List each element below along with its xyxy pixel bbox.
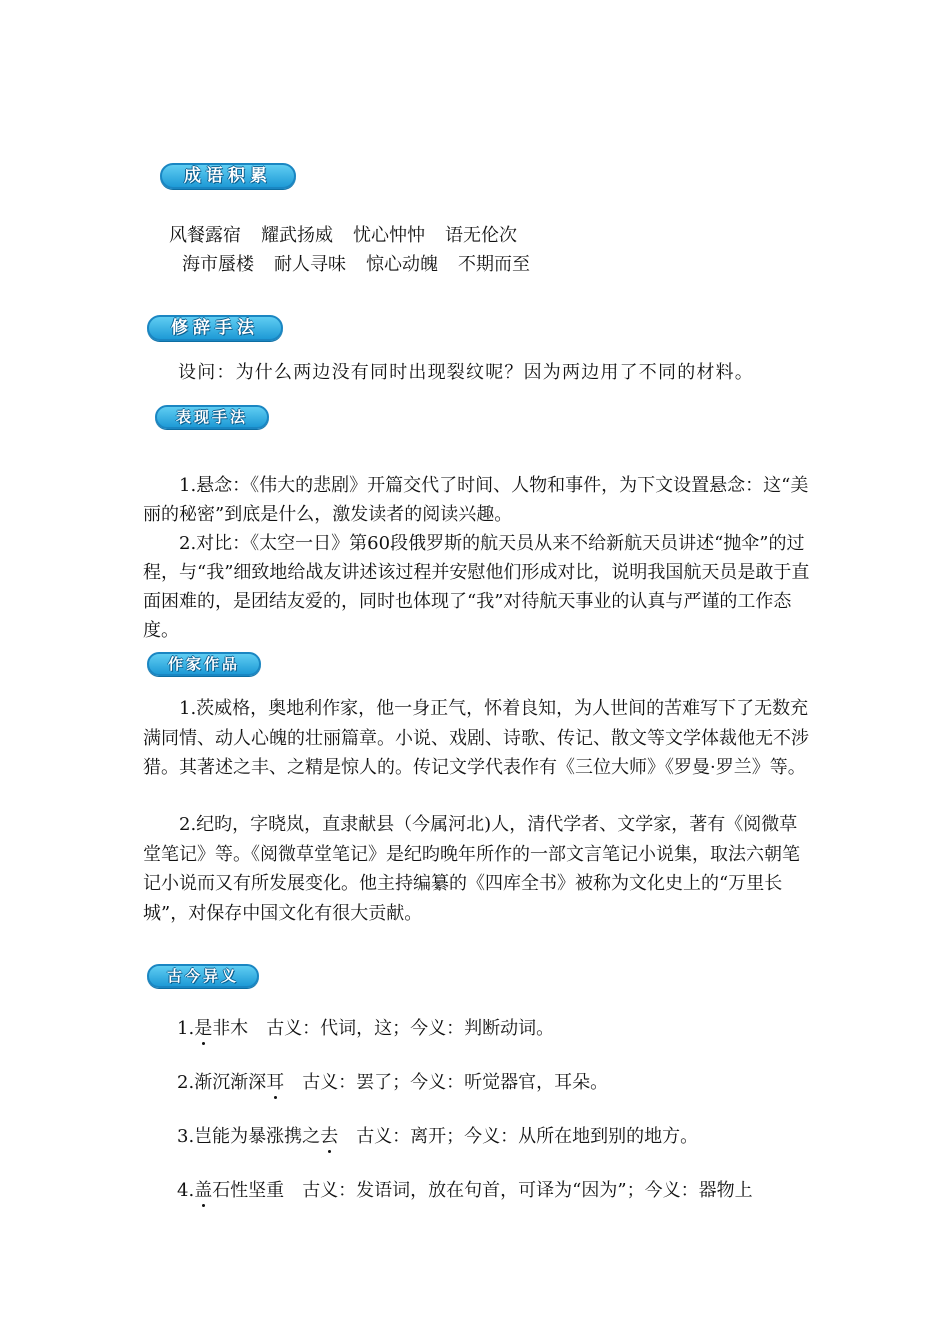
idiom: 海市蜃楼 [182, 254, 254, 275]
idiom: 忧心忡忡 [353, 225, 425, 246]
rhetoric-text: 设问：为什么两边没有同时出现裂纹呢？因为两边用了不同的材料。 [178, 362, 754, 383]
meaning: 古义：代词，这；今义：判断动词。 [266, 1018, 555, 1039]
idiom-row-1 [169, 221, 537, 250]
emphasized-char: 去 [320, 1126, 339, 1147]
ancient-meaning-item-2 [177, 1068, 608, 1097]
techniques-paragraph-1: 1.悬念：《伟大的悲剧》开篇交代了时间、人物和事件，为下文设置悬念：这“美丽的秘密”到底是什么，激发读者的阅读兴趣。 [143, 475, 809, 525]
item-number: 1. [177, 1018, 195, 1039]
meaning: 古义：发语词，放在句首，可译为“因为”；今义：器物上 [302, 1180, 753, 1201]
idiom: 耀武扬威 [261, 225, 333, 246]
idiom-row-2 [182, 250, 550, 279]
phrase-post: 非木 [212, 1018, 249, 1039]
idiom: 惊心动魄 [366, 254, 438, 275]
emphasized-char: 是 [194, 1018, 213, 1039]
ancient-meaning-item-4 [177, 1176, 753, 1205]
idiom: 不期而至 [458, 254, 530, 275]
techniques-paragraph-2: 2.对比：《太空一日》第60段俄罗斯的航天员从来不给新航天员讲述“抛伞”的过程，与“我”细致地给战友讲述该过程并安慰他们形成对比，说明我国航天员是敢于直面困难的，是团结友爱的，同时也体现了“我”对待航天事业的认真与严谨的工作态度。 [143, 533, 810, 641]
section-badge-authors: 作家作品 [147, 652, 261, 676]
phrase-post: 石性坚重 [212, 1180, 285, 1201]
idiom: 语无伦次 [445, 225, 517, 246]
idiom: 耐人寻味 [274, 254, 346, 275]
idiom: 风餐露宿 [169, 225, 241, 246]
meaning: 古义：罢了；今义：听觉器官，耳朵。 [302, 1072, 609, 1093]
emphasized-char: 耳 [266, 1072, 285, 1093]
phrase-pre: 岂能为暴涨携之 [194, 1126, 321, 1147]
section-badge-idioms: 成语积累 [160, 163, 296, 189]
authors-paragraph-1: 1.茨威格，奥地利作家，他一身正气，怀着良知，为人世间的苦难写下了无数充满同情、动人心魄的壮丽篇章。小说、戏剧、诗歌、传记、散文等文学体裁他无不涉猎。其著述之丰、之精是惊人的。传记文学代表作有《三位大师》《罗曼·罗兰》等。 [143, 698, 809, 778]
item-number: 4. [177, 1180, 195, 1201]
phrase-pre: 渐沉渐深 [194, 1072, 267, 1093]
emphasized-char: 盖 [194, 1180, 213, 1201]
ancient-meaning-item-3 [177, 1122, 698, 1151]
authors-paragraph-2: 2.纪昀，字晓岚，直隶献县（今属河北)人，清代学者、文学家，著有《阅微草堂笔记》等。《阅微草堂笔记》是纪昀晚年所作的一部文言笔记小说集，取法六朝笔记小说而又有所发展变化。他主持编纂的《四库全书》被称为文化史上的“万里长城”，对保存中国文化有很大贡献。 [143, 814, 800, 924]
item-number: 3. [177, 1126, 195, 1147]
section-badge-rhetoric: 修辞手法 [147, 315, 283, 341]
section-badge-ancient-meanings: 古今异义 [147, 964, 259, 988]
item-number: 2. [177, 1072, 195, 1093]
section-badge-techniques: 表现手法 [155, 405, 269, 429]
meaning: 古义：离开；今义：从所在地到别的地方。 [356, 1126, 699, 1147]
ancient-meaning-item-1 [177, 1014, 554, 1043]
